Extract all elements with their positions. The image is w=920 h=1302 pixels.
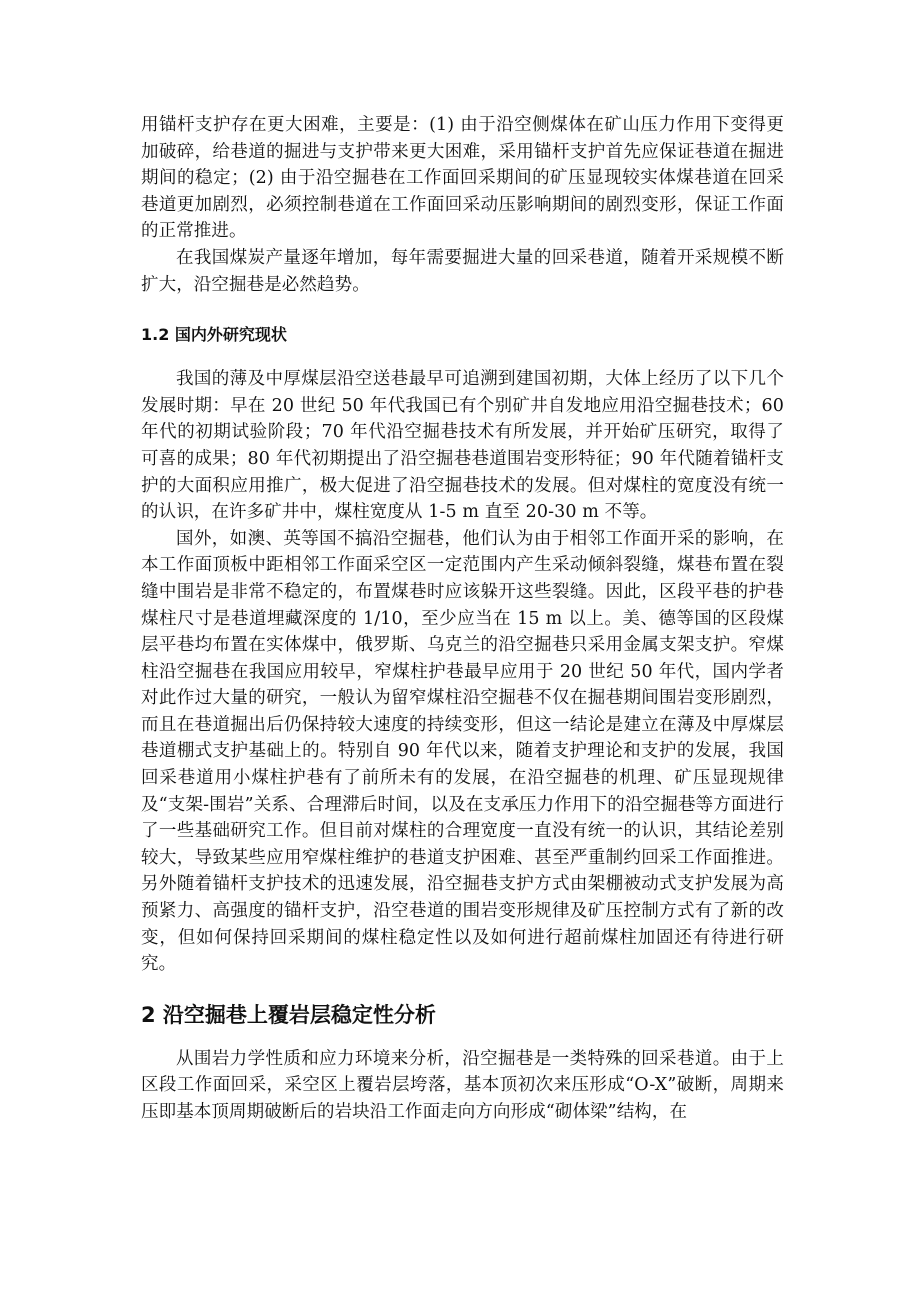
body-paragraph: 从围岩力学性质和应力环境来分析，沿空掘巷是一类特殊的回采巷道。由于上区段工作面回采，采空区上覆岩层垮落，基本顶初次来压形成“O-X”破断，周期来压即基本顶周期破断后的岩块沿工作面走向方向形成“砌体梁”结构，在 bbox=[141, 1048, 784, 1122]
body-paragraph: 国外，如澳、英等国不搞沿空掘巷，他们认为由于相邻工作面开采的影响，在本工作面顶板中距相邻工作面采空区一定范围内产生采动倾斜裂缝，煤巷布置在裂缝中围岩是非常不稳定的，布置煤巷时应该躲开这些裂缝。因此，区段平巷的护巷煤柱尺寸是巷道埋藏深度的 1/10，至少应当在 15 m 以上。美、德等国的区段煤层平巷均布置在实体煤中，俄罗斯、乌克兰的沿空掘巷只采用金属支架支护。窄煤柱沿空掘巷在我国应用较早，窄煤柱护巷最早应用于 20 世纪 50 年代，国内学者对此作过大量的研究，一般认为留窄煤柱沿空掘巷不仅在掘巷期间围岩变形剧烈，而且在巷道掘出后仍保持较大速度的持续变形，但这一结论是建立在薄及中厚煤层巷道棚式支护基础上的。特别自 90 年代以来，随着支护理论和支护的发展，我国回采巷道用小煤柱护巷有了前所未有的发展，在沿空掘巷的机理、矿压显现规律及“支架-围岩”关系、合理滞后时间，以及在支承压力作用下的沿空掘巷等方面进行了一些基础研究工作。但目前对煤柱的合理宽度一直没有统一的认识，其结论差别较大，导致某些应用窄煤柱维护的巷道支护困难、甚至严重制约回采工作面推进。另外随着锚杆支护技术的迅速发展，沿空掘巷支护方式由架棚被动式支护发展为高预紧力、高强度的锚杆支护，沿空巷道的围岩变形规律及矿压控制方式有了新的改变，但如何保持回采期间的煤柱稳定性以及如何进行超前煤柱加固还有待进行研究。 bbox=[141, 528, 784, 975]
section-heading: 1.2 国内外研究现状 bbox=[141, 325, 287, 345]
body-paragraph: 我国的薄及中厚煤层沿空送巷最早可追溯到建国初期，大体上经历了以下几个发展时期：早在 20 世纪 50 年代我国已有个别矿井自发地应用沿空掘巷技术；60 年代的初期试验阶段；70 年代沿空掘巷技术有所发展，并开始矿压研究，取得了可喜的成果；80 年代初期提出了沿空掘巷巷道围岩变形特征；90 年代随着锚杆支护的大面积应用推广，极大促进了沿空掘巷技术的发展。但对煤柱的宽度没有统一的认识，在许多矿井中，煤柱宽度从 1-5 m 直至 20-30 m 不等。 bbox=[141, 369, 784, 523]
body-paragraph: 用锚杆支护存在更大困难，主要是：(1) 由于沿空侧煤体在矿山压力作用下变得更加破碎，给巷道的掘进与支护带来更大困难，采用锚杆支护首先应保证巷道在掘进期间的稳定；(2) 由于沿空掘巷在工作面回采期间的矿压显现较实体煤巷道在回采巷道更加剧烈，必须控制巷道在工作面回采动压影响期间的剧烈变形，保证工作面的正常推进。 bbox=[141, 115, 784, 242]
chapter-heading: 2 沿空掘巷上覆岩层稳定性分析 bbox=[141, 1002, 436, 1027]
body-paragraph: 在我国煤炭产量逐年增加，每年需要掘进大量的回采巷道，随着开采规模不断扩大，沿空掘巷是必然趋势。 bbox=[141, 247, 784, 295]
